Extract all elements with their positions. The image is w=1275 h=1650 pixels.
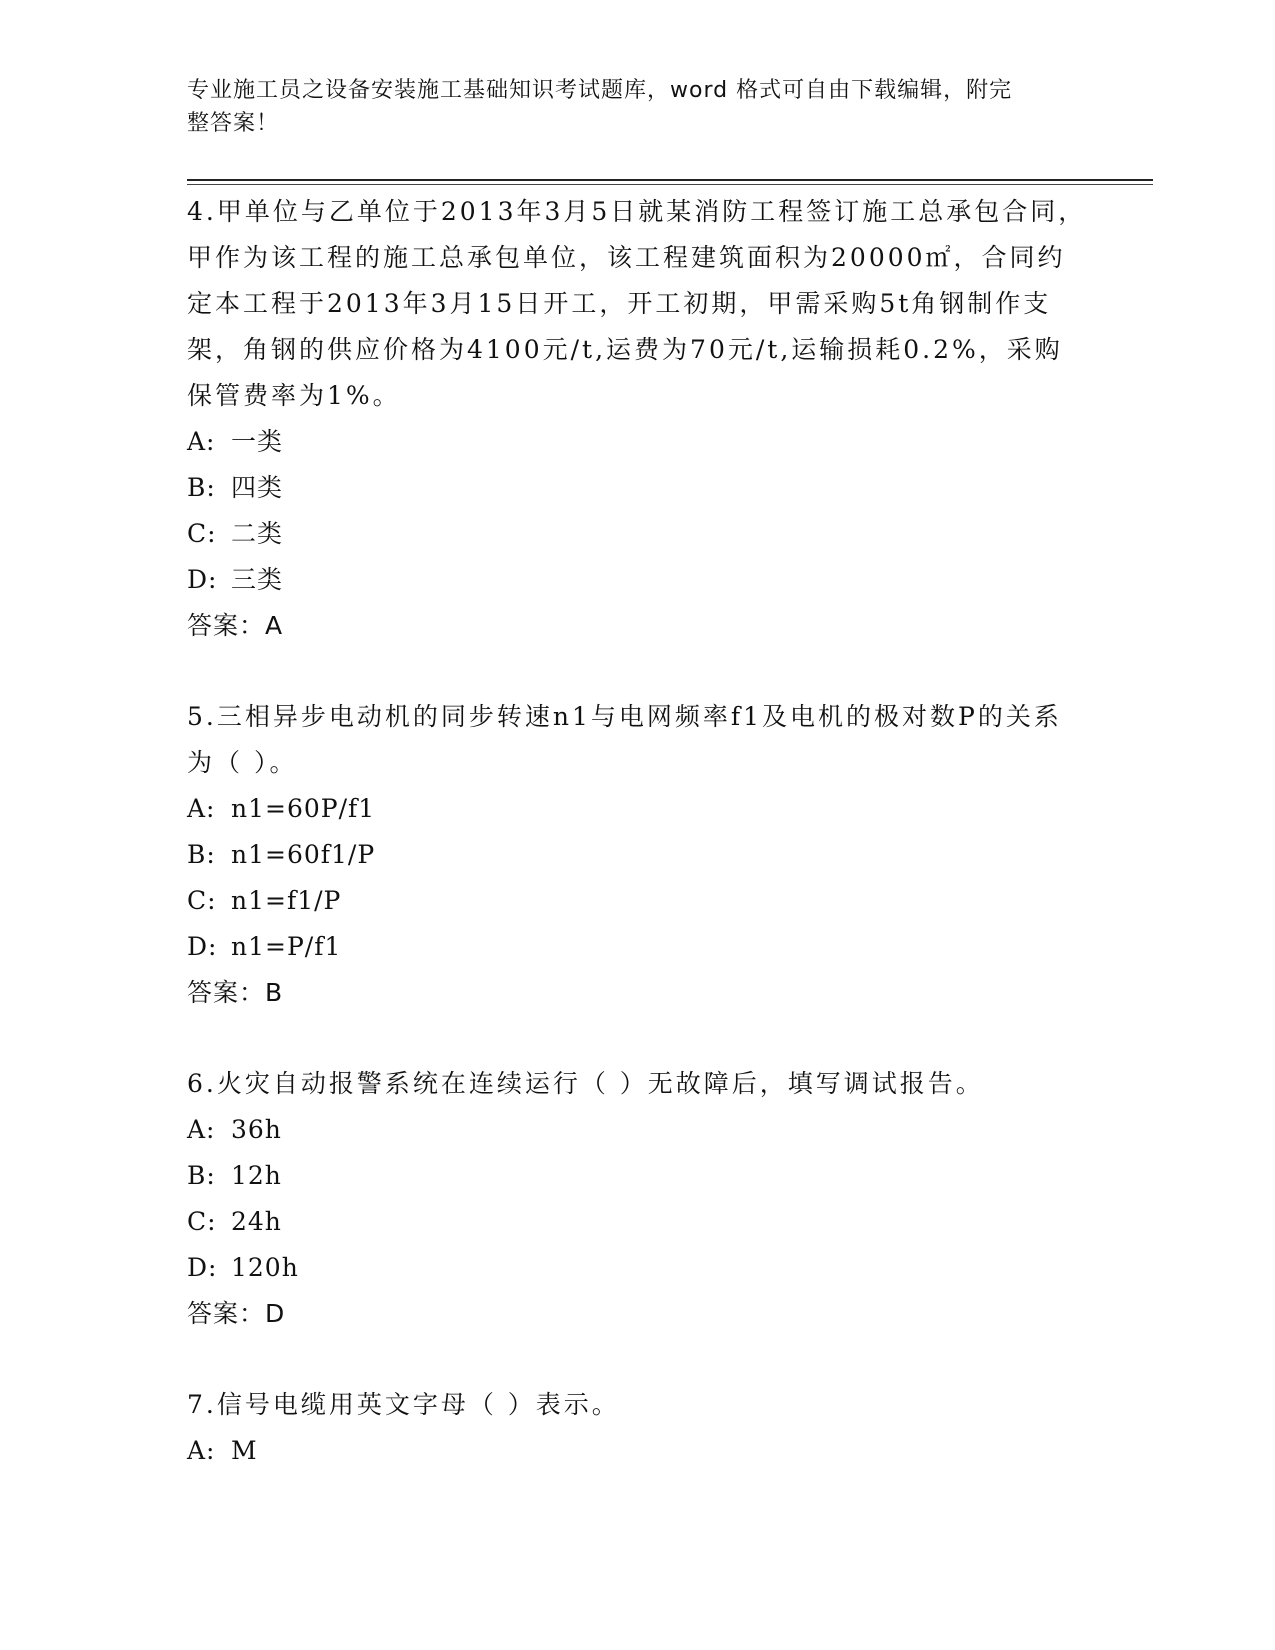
option-letter: C:: [187, 886, 217, 915]
question-list: [187, 189, 1087, 1474]
option-text: n1=60f1/P: [231, 840, 376, 869]
question-6-option-a: [187, 1107, 1087, 1153]
option-text: n1=P/f1: [231, 932, 342, 961]
option-text: 三类: [231, 565, 284, 594]
question-7-option-a: [187, 1428, 1087, 1474]
question-5-option-b: [187, 832, 1087, 878]
option-text: 一类: [231, 427, 284, 456]
question-5-stem: 5.三相异步电动机的同步转速n1与电网频率f1及电机的极对数P的关系为（ ）。: [187, 702, 1062, 777]
question-spacer: [187, 649, 1087, 694]
question-5-option-d: [187, 924, 1087, 970]
question-4-answer: 答案：A: [187, 611, 284, 640]
question-4: [187, 189, 1087, 649]
question-4-option-d: [187, 557, 1087, 603]
question-6-answer: 答案：D: [187, 1299, 286, 1328]
option-letter: D:: [187, 565, 218, 594]
option-text: 36h: [231, 1115, 282, 1144]
question-6-option-b: [187, 1153, 1087, 1199]
option-letter: D:: [187, 1253, 218, 1282]
option-text: 12h: [231, 1161, 282, 1190]
question-4-option-b: [187, 465, 1087, 511]
option-letter: D:: [187, 932, 218, 961]
question-spacer: [187, 1337, 1087, 1382]
option-text: M: [231, 1436, 258, 1465]
question-5: [187, 694, 1087, 1016]
option-letter: B:: [187, 1161, 216, 1190]
question-6-option-c: [187, 1199, 1087, 1245]
option-letter: B:: [187, 473, 216, 502]
question-7-stem: 7.信号电缆用英文字母（ ）表示。: [187, 1390, 620, 1419]
document-header: [187, 74, 1067, 140]
question-6-stem: 6.火灾自动报警系统在连续运行（ ）无故障后，填写调试报告。: [187, 1069, 984, 1098]
option-letter: A:: [187, 427, 216, 456]
header-divider-thin: [187, 184, 1153, 185]
question-5-answer: 答案：B: [187, 978, 284, 1007]
option-letter: B:: [187, 840, 216, 869]
option-text: 二类: [231, 519, 284, 548]
question-6: [187, 1061, 1087, 1337]
option-letter: A:: [187, 794, 216, 823]
option-text: n1=f1/P: [231, 886, 342, 915]
option-letter: C:: [187, 1207, 217, 1236]
option-text: 120h: [231, 1253, 299, 1282]
header-divider-thick: [187, 179, 1153, 181]
question-4-option-a: [187, 419, 1087, 465]
header-line-2: 整答案！: [187, 111, 280, 136]
header-line-1: 专业施工员之设备安装施工基础知识考试题库，word 格式可自由下载编辑，附完: [187, 78, 1013, 103]
question-4-option-c: [187, 511, 1087, 557]
question-6-option-d: [187, 1245, 1087, 1291]
option-letter: A:: [187, 1115, 216, 1144]
option-text: 24h: [231, 1207, 282, 1236]
question-5-option-a: [187, 786, 1087, 832]
question-4-stem: 4.甲单位与乙单位于2013年3月5日就某消防工程签订施工总承包合同，甲作为该工程的施工总承包单位，该工程建筑面积为20000㎡，合同约定本工程于2013年3月15日开工，开工初期，甲需采购5t角钢制作支架，角钢的供应价格为4100元/t,运费为70元/t,运输损耗0.2%，采购保管费率为1%。: [187, 197, 1087, 410]
option-letter: C:: [187, 519, 217, 548]
option-letter: A:: [187, 1436, 216, 1465]
question-5-option-c: [187, 878, 1087, 924]
question-7: [187, 1382, 1087, 1474]
question-spacer: [187, 1016, 1087, 1061]
option-text: n1=60P/f1: [231, 794, 376, 823]
option-text: 四类: [231, 473, 284, 502]
